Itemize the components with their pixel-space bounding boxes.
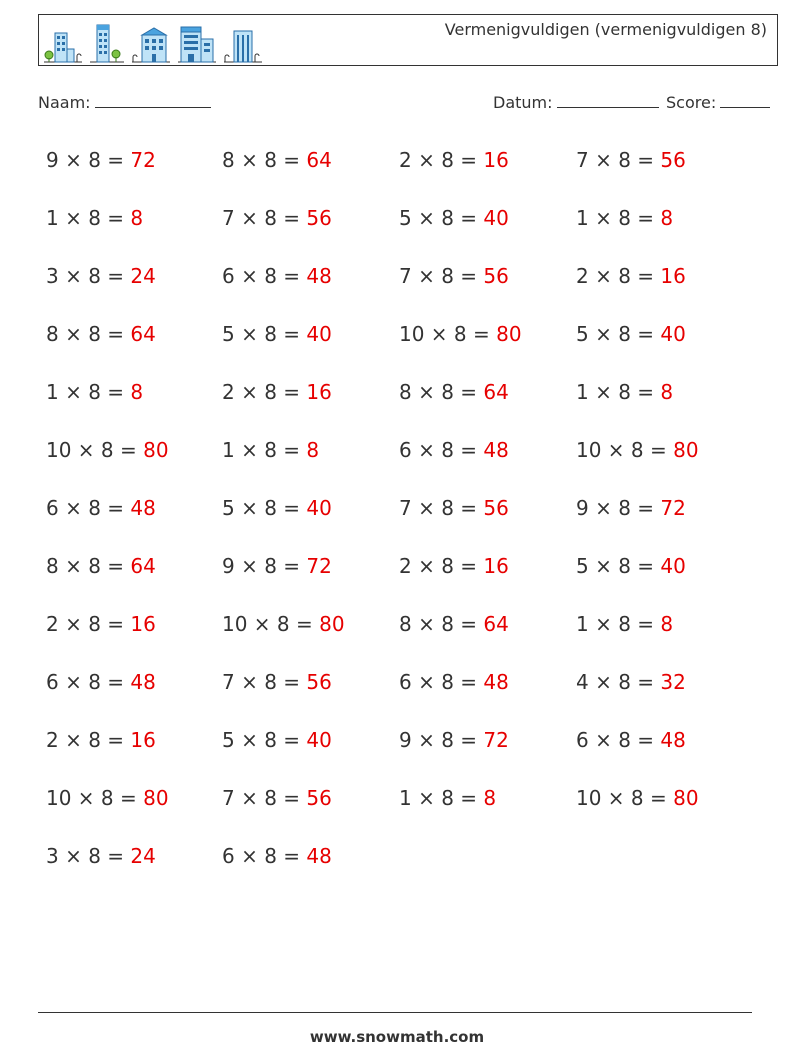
problem-answer: 16 [483,148,509,172]
problem-answer: 56 [306,206,332,230]
problem-item [399,665,509,699]
problem-item [222,723,332,757]
problem-question: 5 × 8 = [399,206,484,230]
problem-answer: 56 [483,264,509,288]
problem-question: 7 × 8 = [222,670,307,694]
problem-item [46,839,156,873]
problem-answer: 32 [660,670,686,694]
problem-item [222,781,332,815]
problem-question: 1 × 8 = [576,380,661,404]
score-field [666,93,770,112]
problem-question: 1 × 8 = [46,206,131,230]
problem-item [399,781,496,815]
problem-item [46,607,156,641]
header-icons [43,21,263,63]
problem-question: 10 × 8 = [46,786,144,810]
footer-divider [38,1012,752,1013]
problem-answer: 8 [660,380,674,404]
problem-item [46,491,156,525]
problem-answer: 8 [306,438,320,462]
problem-item [576,433,699,467]
problem-item [222,607,345,641]
problem-question: 9 × 8 = [576,496,661,520]
problem-question: 2 × 8 = [399,554,484,578]
problem-question: 9 × 8 = [222,554,307,578]
problem-item [46,375,143,409]
problem-answer: 8 [130,380,144,404]
problem-answer: 24 [130,264,156,288]
problem-answer: 8 [660,612,674,636]
problem-question: 8 × 8 = [46,322,131,346]
problem-question: 3 × 8 = [46,264,131,288]
problem-answer: 8 [130,206,144,230]
problem-question: 2 × 8 = [46,728,131,752]
problem-answer: 64 [130,322,156,346]
problem-answer: 16 [130,612,156,636]
problem-answer: 72 [130,148,156,172]
problem-question: 1 × 8 = [222,438,307,462]
problem-question: 7 × 8 = [399,496,484,520]
problem-question: 10 × 8 = [46,438,144,462]
problem-answer: 64 [130,554,156,578]
footer-url: www.snowmath.com [309,1028,485,1046]
problem-item [399,607,509,641]
problem-question: 4 × 8 = [576,670,661,694]
score-line[interactable] [720,93,770,108]
problem-item [399,143,509,177]
problem-answer: 8 [660,206,674,230]
problem-answer: 16 [306,380,332,404]
problem-question: 5 × 8 = [222,322,307,346]
problem-item [46,317,156,351]
problem-item [222,665,332,699]
problem-item [576,781,699,815]
skyscraper-icon [223,25,263,63]
problem-answer: 64 [483,612,509,636]
problem-answer: 48 [483,670,509,694]
problem-answer: 72 [483,728,509,752]
name-label: Naam: [38,93,91,112]
problem-item [576,317,686,351]
problem-question: 6 × 8 = [46,496,131,520]
problem-answer: 48 [130,496,156,520]
problem-item [576,665,686,699]
problem-answer: 72 [660,496,686,520]
date-label: Datum: [493,93,553,112]
problem-question: 2 × 8 = [399,148,484,172]
name-field [38,93,211,112]
problem-item [222,317,332,351]
problem-question: 8 × 8 = [399,612,484,636]
problem-item [222,259,332,293]
problem-item [46,781,169,815]
problem-question: 8 × 8 = [399,380,484,404]
problem-answer: 80 [143,786,169,810]
date-field [493,93,659,112]
problem-answer: 40 [483,206,509,230]
problem-item [222,433,319,467]
problem-item [46,549,156,583]
problem-question: 10 × 8 = [576,438,674,462]
problem-item [222,549,332,583]
problem-answer: 80 [319,612,345,636]
problem-question: 10 × 8 = [222,612,320,636]
problem-item [576,607,673,641]
problem-question: 6 × 8 = [222,264,307,288]
problem-item [46,143,156,177]
problem-item [222,375,332,409]
problem-question: 2 × 8 = [576,264,661,288]
problem-question: 5 × 8 = [576,322,661,346]
problem-item [576,723,686,757]
problem-item [46,259,156,293]
problem-answer: 40 [306,728,332,752]
office-building-icon [177,23,217,63]
problem-question: 1 × 8 = [399,786,484,810]
problem-question: 6 × 8 = [399,670,484,694]
date-line[interactable] [557,93,659,108]
problem-question: 5 × 8 = [222,496,307,520]
problem-item [46,433,169,467]
problem-question: 1 × 8 = [576,206,661,230]
problem-question: 6 × 8 = [222,844,307,868]
problem-answer: 64 [483,380,509,404]
problem-question: 7 × 8 = [222,206,307,230]
problem-answer: 80 [496,322,522,346]
problem-answer: 48 [130,670,156,694]
problem-answer: 48 [306,264,332,288]
problem-question: 10 × 8 = [576,786,674,810]
problem-item [576,201,673,235]
problem-question: 5 × 8 = [222,728,307,752]
problem-item [222,143,332,177]
problem-answer: 56 [660,148,686,172]
problem-item [576,143,686,177]
problem-question: 1 × 8 = [576,612,661,636]
problem-question: 7 × 8 = [399,264,484,288]
problem-question: 7 × 8 = [576,148,661,172]
problem-item [576,549,686,583]
problem-item [46,665,156,699]
apartment-icon [131,25,171,63]
problem-answer: 56 [306,670,332,694]
problem-item [222,201,332,235]
problem-answer: 56 [483,496,509,520]
problem-question: 5 × 8 = [576,554,661,578]
problem-question: 10 × 8 = [399,322,497,346]
problem-answer: 16 [130,728,156,752]
problem-answer: 40 [660,554,686,578]
problem-item [399,723,509,757]
problem-item [222,491,332,525]
problem-question: 2 × 8 = [222,380,307,404]
problem-answer: 16 [483,554,509,578]
problem-answer: 56 [306,786,332,810]
problem-question: 6 × 8 = [399,438,484,462]
problem-question: 3 × 8 = [46,844,131,868]
problem-item [222,839,332,873]
tower-tree-icon [89,23,125,63]
page-title: Vermenigvuldigen (vermenigvuldigen 8) [444,20,767,39]
problem-question: 6 × 8 = [576,728,661,752]
problem-item [399,259,509,293]
score-label: Score: [666,93,717,112]
problem-item [46,723,156,757]
problem-question: 9 × 8 = [46,148,131,172]
problem-answer: 40 [660,322,686,346]
problem-answer: 8 [483,786,497,810]
problem-answer: 80 [143,438,169,462]
problem-item [46,201,143,235]
problem-question: 9 × 8 = [399,728,484,752]
problem-item [576,259,686,293]
problem-item [399,317,522,351]
problem-answer: 16 [660,264,686,288]
problem-answer: 24 [130,844,156,868]
building-tree-icon [43,25,83,63]
problem-question: 2 × 8 = [46,612,131,636]
header-box [38,14,778,66]
problem-item [399,433,509,467]
problem-question: 1 × 8 = [46,380,131,404]
problem-answer: 40 [306,496,332,520]
problem-answer: 40 [306,322,332,346]
problem-answer: 72 [306,554,332,578]
problem-answer: 80 [673,438,699,462]
problem-item [399,491,509,525]
problem-question: 8 × 8 = [46,554,131,578]
problem-item [399,201,509,235]
problem-answer: 80 [673,786,699,810]
name-line[interactable] [95,93,211,108]
problem-answer: 64 [306,148,332,172]
problem-item [399,375,509,409]
problem-item [576,375,673,409]
problem-item [576,491,686,525]
problem-question: 7 × 8 = [222,786,307,810]
problem-item [399,549,509,583]
problem-question: 8 × 8 = [222,148,307,172]
problem-question: 6 × 8 = [46,670,131,694]
problem-answer: 48 [660,728,686,752]
problem-answer: 48 [483,438,509,462]
problem-answer: 48 [306,844,332,868]
